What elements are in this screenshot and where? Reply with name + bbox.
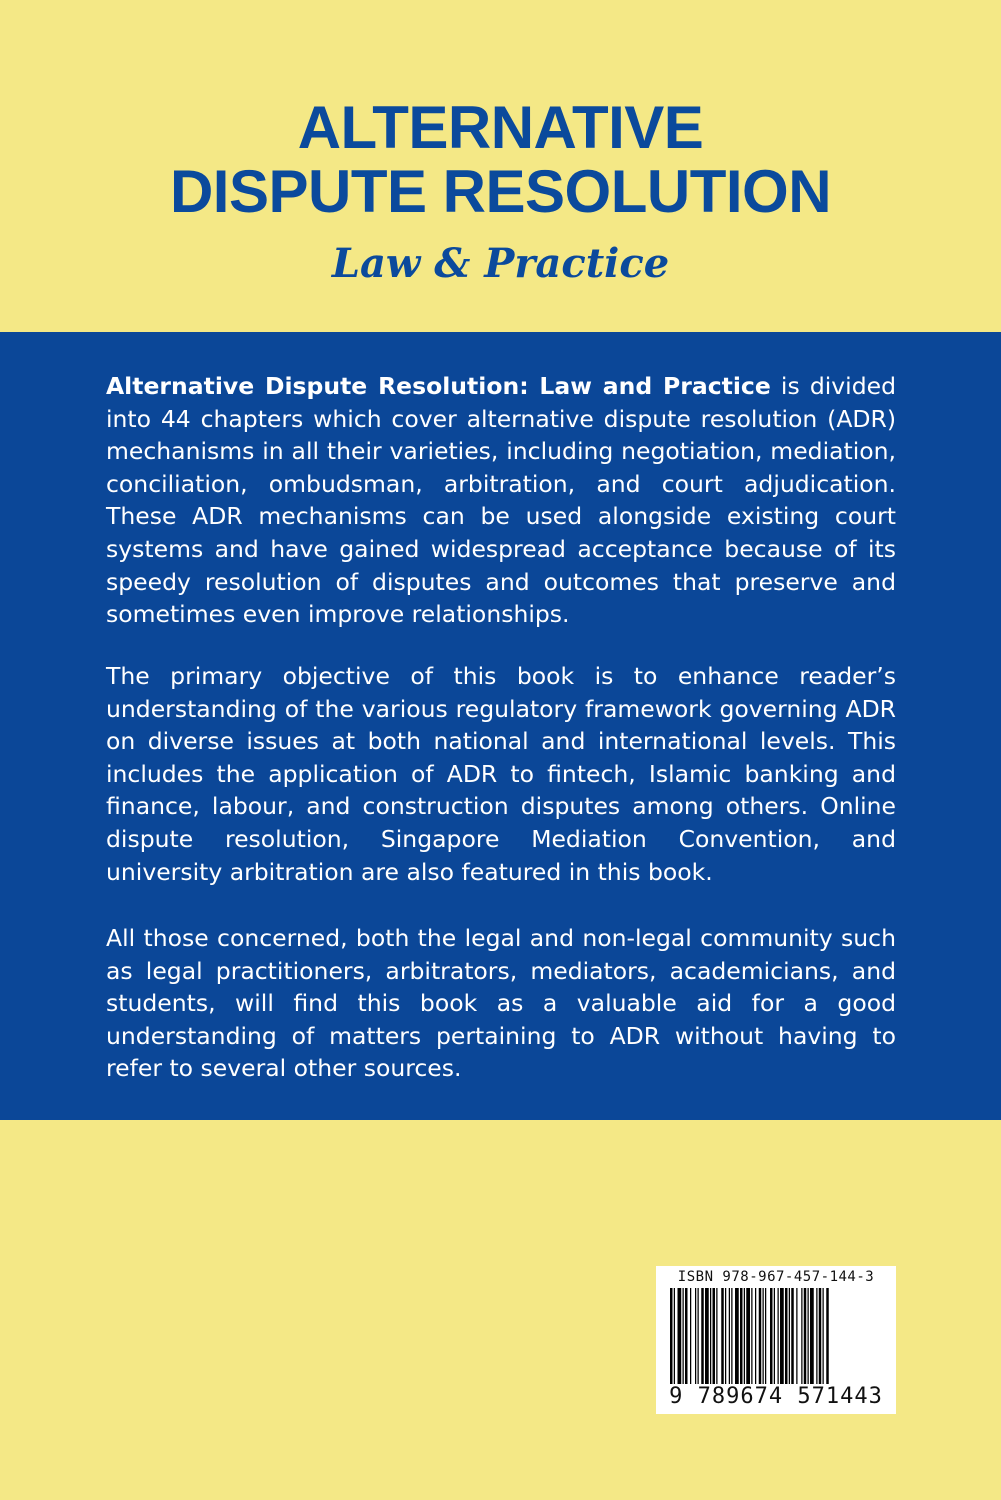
barcode-bar xyxy=(695,1288,696,1386)
barcode-bar xyxy=(808,1288,809,1386)
barcode-bar xyxy=(683,1288,684,1386)
barcode-bar xyxy=(826,1288,829,1386)
barcode-bar xyxy=(785,1288,788,1386)
barcode-bar xyxy=(735,1288,739,1386)
barcode-bar xyxy=(710,1288,711,1386)
blurb-paragraph-1 xyxy=(106,370,896,631)
barcode-bar xyxy=(759,1288,762,1386)
barcode-bar xyxy=(725,1288,726,1386)
barcode-bar xyxy=(801,1288,802,1386)
barcode-bar xyxy=(819,1288,822,1386)
barcode-bar xyxy=(670,1288,673,1386)
barcode-bar xyxy=(716,1288,717,1386)
barcode-bar xyxy=(789,1288,790,1386)
barcode-bars xyxy=(670,1288,884,1386)
barcode-bar xyxy=(804,1288,807,1386)
book-title-bold: Alternative Dispute Resolution: Law and Practice xyxy=(106,372,771,400)
barcode-bar xyxy=(701,1288,704,1386)
blurb-paragraph-2: The primary objective of this book is to enhance reader’s understanding of the various regulatory framework governing ADR on diverse issues at both national and international levels. This includes the application of ADR to fintech, Islamic banking and finance, labour, and construction disputes among others. Online dispute resolution, Singapore Mediation Convention, and university arbitration are also featured in this book. xyxy=(106,662,896,886)
barcode-bar xyxy=(770,1288,773,1386)
barcode-bar xyxy=(755,1288,756,1386)
barcode-bar xyxy=(729,1288,730,1386)
blurb-paragraph-3: All those concerned, both the legal and non-legal community such as legal practitioners, arbitrators, mediators, academicians, and students, will find this book as a valuable aid for a good understanding of matters pertaining to ADR without having to refer to several other sources. xyxy=(106,924,896,1083)
barcode-bar xyxy=(674,1288,675,1386)
barcode-bar xyxy=(774,1288,775,1386)
barcode-bar xyxy=(746,1288,750,1386)
barcode-bar xyxy=(816,1288,817,1386)
barcode-bar xyxy=(823,1288,824,1386)
blurb-paragraph-1-text: is divided into 44 chapters which cover alternative dispute resolution (ADR) mechanisms in all their varieties, including negotiation, mediation, conciliation, ombudsman, arbitration, and court adjudication. These ADR mechanisms can be used alongside existing court systems and have gained widespread acceptance because of its speedy resolution of disputes and outcomes that preserve and sometimes even improve relationships. xyxy=(106,372,897,629)
barcode-bar xyxy=(740,1288,743,1386)
barcode-bar xyxy=(685,1288,688,1386)
blurb-panel xyxy=(0,332,1001,1120)
subtitle: Law & Practice xyxy=(331,240,670,287)
isbn-label: ISBN 978-967-457-144-3 xyxy=(677,1269,875,1285)
barcode-bar xyxy=(810,1288,814,1386)
barcode-bar xyxy=(763,1288,764,1386)
barcode-bar xyxy=(791,1288,794,1386)
barcode-bar xyxy=(705,1288,709,1386)
title-line-2: DISPUTE RESOLUTION xyxy=(169,158,832,225)
isbn-barcode xyxy=(656,1266,896,1414)
barcode-bar xyxy=(721,1288,724,1386)
barcode-bar xyxy=(751,1288,752,1386)
barcode-bar xyxy=(744,1288,745,1386)
barcode-bar xyxy=(778,1288,779,1386)
barcode-bar xyxy=(713,1288,716,1386)
barcode-bar xyxy=(690,1288,691,1386)
barcode-bar xyxy=(796,1288,797,1386)
barcode-bar xyxy=(698,1288,699,1386)
barcode-bar xyxy=(780,1288,784,1386)
barcode-bar xyxy=(678,1288,682,1386)
isbn-digits: 9 789674 571443 xyxy=(656,1384,896,1409)
title-line-1: ALTERNATIVE xyxy=(297,94,704,161)
barcode-bar xyxy=(765,1288,766,1386)
barcode-bar xyxy=(731,1288,732,1386)
